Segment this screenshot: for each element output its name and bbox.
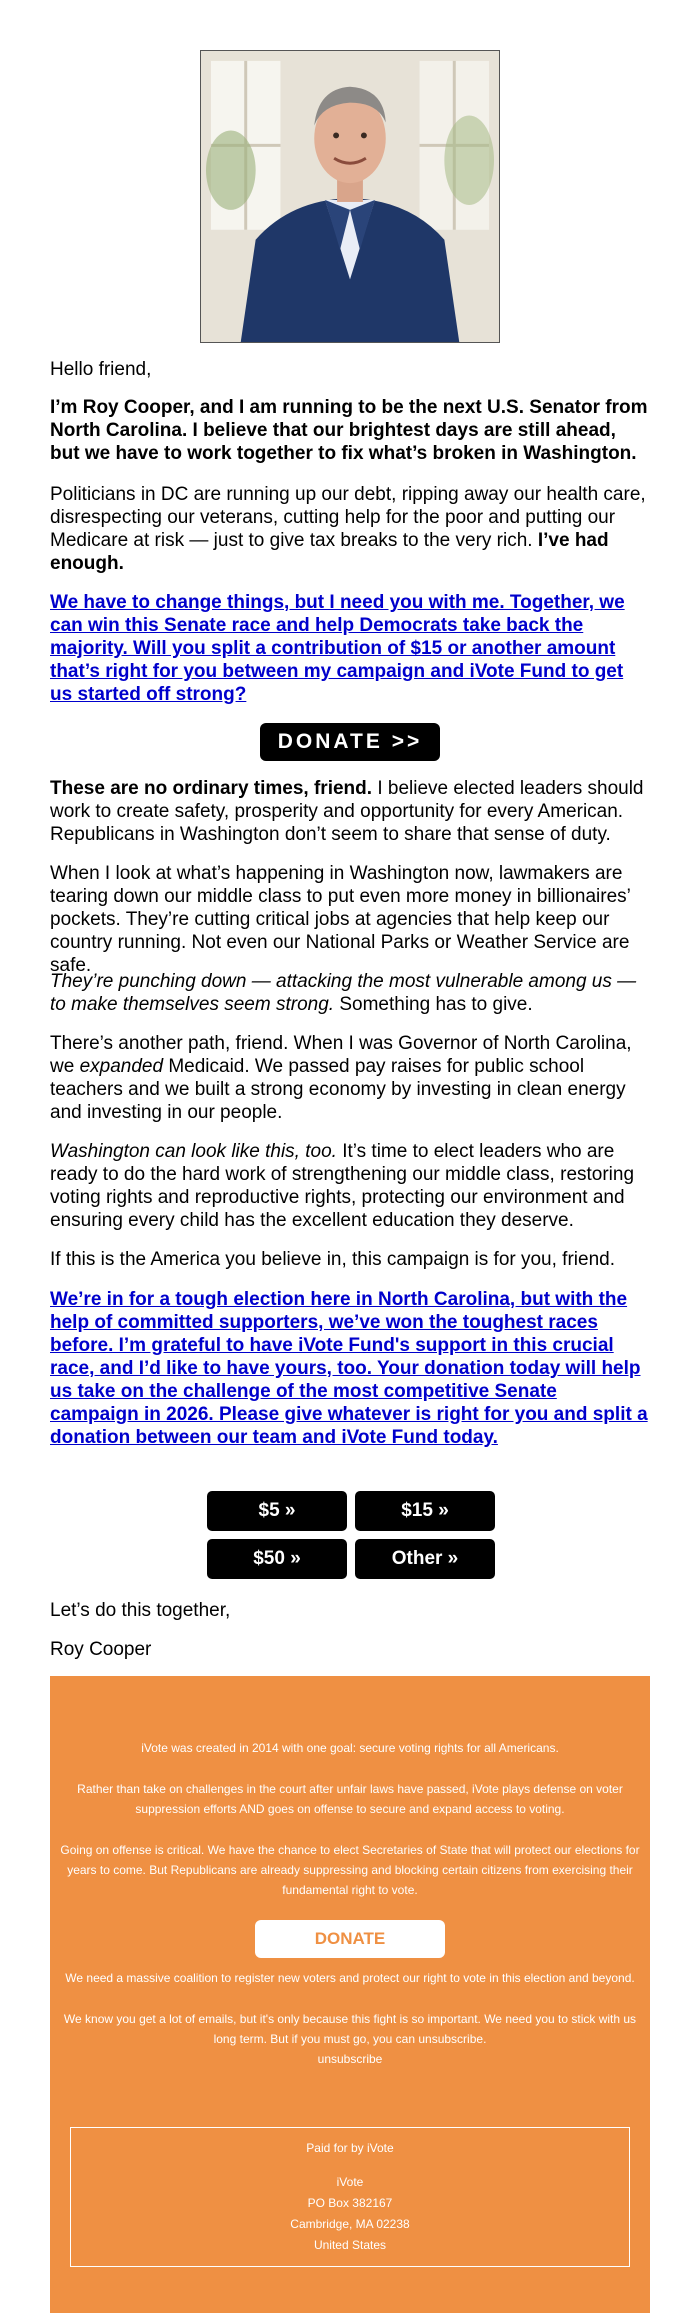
address-line-3: Cambridge, MA 02238 bbox=[290, 2217, 410, 2231]
signature: Roy Cooper bbox=[50, 1639, 152, 1660]
address-line-2: PO Box 382167 bbox=[307, 2196, 393, 2210]
paragraph-punching-down bbox=[50, 970, 650, 1016]
donate-other-button[interactable]: Other » bbox=[355, 1539, 495, 1579]
footer-coalition: We need a massive coalition to register new voters and protect our right to vote in this election and beyond. bbox=[65, 1971, 635, 1985]
paragraph-like-this bbox=[50, 1140, 650, 1232]
paragraph-ordinary-times-emphasis: These are no ordinary times, friend. bbox=[50, 778, 373, 799]
address-line-1: iVote bbox=[336, 2175, 364, 2189]
footer-defense: Rather than take on challenges in the court after unfair laws have passed, iVote plays defense on voter suppression efforts AND goes on offense to secure and expand access to voting. bbox=[77, 1782, 623, 1816]
paragraph-another-path-italic: expanded bbox=[79, 1056, 164, 1077]
paragraph-washington: When I look at what’s happening in Washington now, lawmakers are tearing down our middle class to put even more money in billionaires’ pockets. They’re cutting critical jobs at agencies that help keep our country running. Not even our National Parks or Weather Service are safe. bbox=[50, 863, 631, 976]
paragraph-ordinary-times bbox=[50, 777, 650, 846]
footer-donate-button[interactable]: DONATE bbox=[255, 1920, 445, 1958]
paragraph-like-this-text: It’s time to elect leaders who are ready to do the hard work of strengthening our middle class, restoring voting rights and reproductive rights, protecting our environment and ensuring every child has the excellent education they deserve. bbox=[50, 1141, 635, 1231]
paragraph-america: If this is the America you believe in, this campaign is for you, friend. bbox=[50, 1249, 615, 1270]
paragraph-another-path-a: There’s another path, friend. When I was Governor of North Carolina, we bbox=[50, 1033, 632, 1077]
footer-mission: iVote was created in 2014 with one goal: secure voting rights for all Americans. bbox=[141, 1741, 559, 1755]
paragraph-another-path-b: Medicaid. We passed pay raises for public school teachers and we built a strong economy by investing in clean energy and investing in our people. bbox=[50, 1056, 626, 1123]
footer-emails: We know you get a lot of emails, but it's only because this fight is so important. We need you to stick with us long term. But if you must go, you can unsubscribe. bbox=[63, 2012, 637, 2046]
footer-offense: Going on offense is critical. We have the chance to elect Secretaries of State that will protect our elections for years to come. But Republicans are already suppressing and blocking certain citizens from exercising their fundamental right to vote. bbox=[60, 1843, 640, 1897]
paragraph-punching-down-text: Something has to give. bbox=[334, 994, 533, 1015]
greeting: Hello friend, bbox=[50, 359, 152, 380]
paragraph-debt bbox=[50, 483, 650, 575]
candidate-photo bbox=[200, 50, 500, 343]
paid-for-label: Paid for by iVote bbox=[306, 2141, 394, 2155]
candidate-portrait-image bbox=[201, 51, 499, 342]
donate-50-button[interactable]: $50 » bbox=[207, 1539, 347, 1579]
paragraph-another-path bbox=[50, 1032, 650, 1124]
donation-appeal-link-2[interactable]: We’re in for a tough election here in North Carolina, but with the help of committed supporters, we’ve won the toughest races before. I’m grateful to have iVote Fund's support in this crucial race, and I’d like to have yours, too. Your donation today will help us take on the challenge of the most competitive Senate campaign in 2026. Please give whatever is right for you and split a donation between our team and iVote Fund today. bbox=[50, 1289, 648, 1448]
closing-line: Let’s do this together, bbox=[50, 1600, 231, 1621]
donate-15-button[interactable]: $15 » bbox=[355, 1491, 495, 1531]
donate-button[interactable]: DONATE >> bbox=[260, 723, 440, 761]
donate-5-button[interactable]: $5 » bbox=[207, 1491, 347, 1531]
intro-paragraph: I’m Roy Cooper, and I am running to be the next U.S. Senator from North Carolina. I believe that our brightest days are still ahead, but we have to work together to fix what’s broken in Washington. bbox=[50, 397, 648, 464]
donation-appeal-link-1[interactable]: We have to change things, but I need you with me. Together, we can win this Senate race and help Democrats take back the majority. Will you split a contribution of $15 or another amount that’s right for you between my campaign and iVote Fund to get us started off strong? bbox=[50, 592, 625, 705]
paid-for-box bbox=[70, 2127, 630, 2267]
ivote-footer bbox=[50, 1676, 650, 2313]
address-line-4: United States bbox=[313, 2238, 387, 2252]
paragraph-punching-down-italic: They’re punching down — attacking the most vulnerable among us — to make themselves seem strong. bbox=[50, 971, 637, 1015]
paragraph-like-this-italic: Washington can look like this, too. bbox=[50, 1141, 337, 1162]
unsubscribe-link[interactable]: unsubscribe bbox=[317, 2052, 383, 2066]
paragraph-debt-emphasis: I’ve had enough. bbox=[50, 530, 609, 574]
paragraph-debt-text: Politicians in DC are running up our debt, ripping away our health care, disrespecting our veterans, cutting help for the poor and putting our Medicare at risk — just to give tax breaks to the very rich. bbox=[50, 484, 646, 551]
paragraph-ordinary-times-text: I believe elected leaders should work to create safety, prosperity and opportunity for every American. Republicans in Washington don’t seem to share that sense of duty. bbox=[50, 778, 644, 845]
